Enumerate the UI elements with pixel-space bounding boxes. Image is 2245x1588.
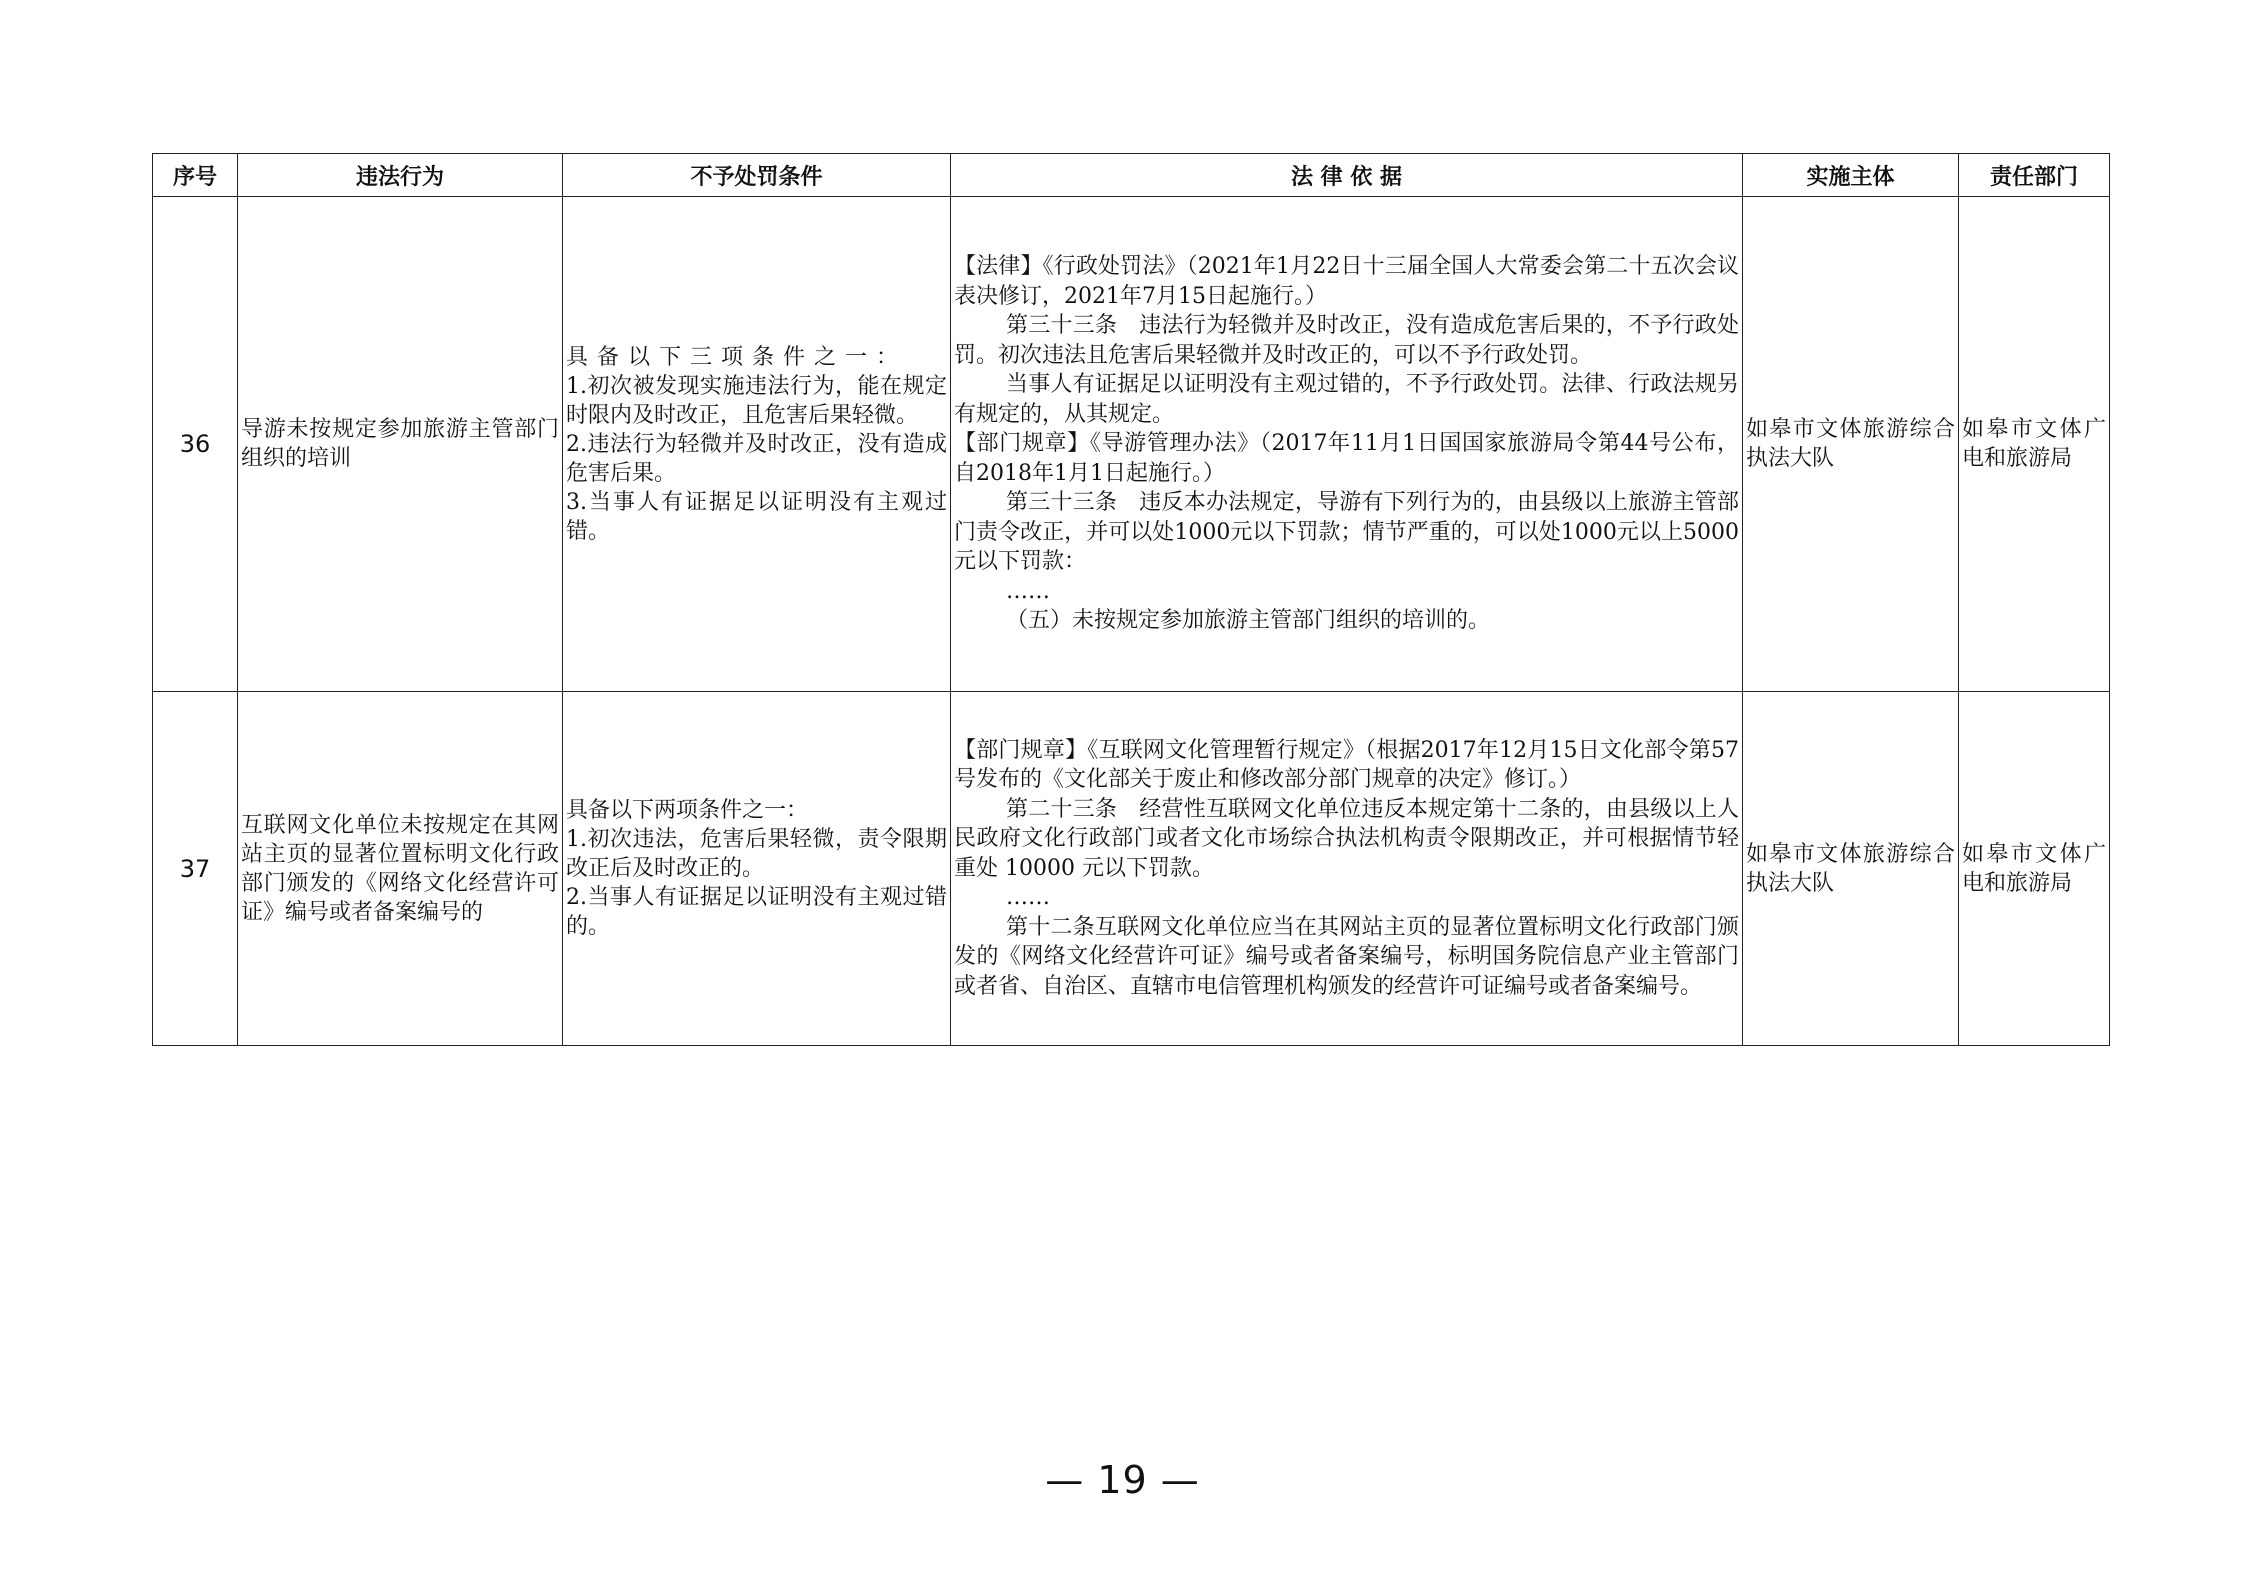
basis-line: 第二十三条 经营性互联网文化单位违反本规定第十二条的，由县级以上人民政府文化行政部门或者文化市场综合执法机构责令限期改正，并可根据情节轻重处 10000 元以下罚款。 <box>954 796 1739 881</box>
row-violation: 互联网文化单位未按规定在其网站主页的显著位置标明文化行政部门颁发的《网络文化经营许可证》编号或者备案编号的 <box>238 692 563 1046</box>
row-implementer: 如皋市文体旅游综合执法大队 <box>1743 692 1959 1046</box>
condition-line: 1.初次违法，危害后果轻微，责令限期改正后及时改正的。 <box>566 827 947 881</box>
row-implementer: 如皋市文体旅游综合执法大队 <box>1743 197 1959 692</box>
header-violation: 违法行为 <box>238 154 563 197</box>
basis-line: 【法律】《行政处罚法》（2021年1月22日十三届全国人大常委会第二十五次会议表决修订，2021年7月15日起施行。） <box>954 254 1739 309</box>
row-legal-basis <box>951 197 1743 692</box>
basis-line: 【部门规章】《导游管理办法》（2017年11月1日国国家旅游局令第44号公布，自2018年1月1日起施行。） <box>954 431 1739 486</box>
header-implementer: 实施主体 <box>1743 154 1959 197</box>
row-department: 如皋市文体广电和旅游局 <box>1959 692 2110 1046</box>
row-seq: 36 <box>153 197 238 692</box>
row-department: 如皋市文体广电和旅游局 <box>1959 197 2110 692</box>
condition-line: 3.当事人有证据足以证明没有主观过错。 <box>566 489 947 544</box>
condition-line: 具备以下两项条件之一： <box>566 798 809 823</box>
condition-line: 2.当事人有证据足以证明没有主观过错的。 <box>566 885 947 939</box>
basis-line: 【部门规章】《互联网文化管理暂行规定》（根据2017年12月15日文化部令第57号发布的《文化部关于废止和修改部分部门规章的决定》修订。） <box>954 737 1739 793</box>
header-department: 责任部门 <box>1959 154 2110 197</box>
header-seq: 序号 <box>153 154 238 197</box>
penalty-exemption-table <box>152 153 2110 1046</box>
row-conditions <box>563 197 951 692</box>
basis-line: 当事人有证据足以证明没有主观过错的，不予行政处罚。法律、行政法规另有规定的，从其规定。 <box>954 372 1739 427</box>
basis-line: （五）未按规定参加旅游主管部门组织的培训的。 <box>1006 608 1491 634</box>
table-row <box>153 692 2110 1046</box>
header-legal-basis: 法 律 依 据 <box>951 154 1743 197</box>
header-conditions: 不予处罚条件 <box>563 154 951 197</box>
row-legal-basis <box>951 692 1743 1046</box>
table-header-row <box>153 154 2110 197</box>
basis-line: 第十二条互联网文化单位应当在其网站主页的显著位置标明文化行政部门颁发的《网络文化经营许可证》编号或者备案编号，标明国务院信息产业主管部门或者省、自治区、直辖市电信管理机构颁发的经营许可证编号或者备案编号。 <box>954 914 1739 999</box>
row-conditions <box>563 692 951 1046</box>
basis-line: …… <box>1006 885 1050 911</box>
condition-line: 2.违法行为轻微并及时改正，没有造成危害后果。 <box>566 431 947 486</box>
basis-line: 第三十三条 违反本办法规定，导游有下列行为的，由县级以上旅游主管部门责令改正，并可以处1000元以下罚款；情节严重的，可以处1000元以上5000元以下罚款： <box>954 490 1739 575</box>
page-number: — 19 — <box>1045 1458 1200 1502</box>
basis-line: 第三十三条 违法行为轻微并及时改正，没有造成危害后果的，不予行政处罚。初次违法且危害后果轻微并及时改正的，可以不予行政处罚。 <box>954 313 1739 368</box>
row-seq: 37 <box>153 692 238 1046</box>
row-violation: 导游未按规定参加旅游主管部门组织的培训 <box>238 197 563 692</box>
condition-line: 具备以下三项条件之一： <box>566 344 908 370</box>
table-row <box>153 197 2110 692</box>
basis-line: …… <box>1006 578 1050 604</box>
condition-line: 1.初次被发现实施违法行为，能在规定时限内及时改正，且危害后果轻微。 <box>566 373 947 428</box>
